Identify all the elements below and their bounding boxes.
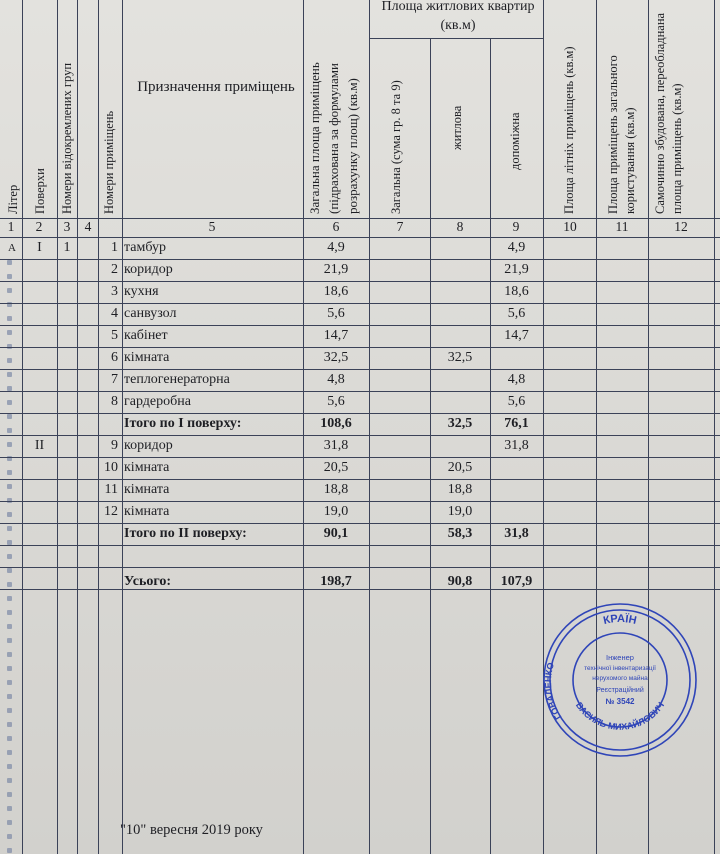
cell-num: 7 [111, 372, 118, 387]
cell-aux: 5,6 [507, 306, 526, 321]
cell-total: 4,8 [327, 372, 345, 387]
cell-name: кімната [124, 504, 170, 519]
stamp-top-text: КРАЇН [602, 612, 638, 628]
cell-living: 32,5 [447, 350, 473, 365]
cell-num: 3 [111, 284, 118, 299]
cell-name: кабінет [124, 328, 168, 343]
column-number: 3 [63, 219, 71, 234]
header-room-numbers: Номери приміщень [102, 110, 116, 214]
cell-name: теплогенераторна [124, 372, 230, 387]
cell-num: 12 [104, 504, 118, 519]
cell-aux: 18,6 [504, 284, 529, 299]
cell-aux: 31,8 [504, 526, 529, 541]
header-auxiliary: допоміжна [508, 112, 522, 170]
cell-floor: II [34, 438, 45, 453]
cell-name: Ітого по II поверху: [124, 526, 247, 541]
cell-name: санвузол [124, 306, 177, 321]
column-number: 2 [35, 219, 43, 234]
stamp-line-5: № 3542 [605, 697, 635, 706]
header-floors: Поверхи [33, 168, 47, 214]
official-stamp [540, 600, 700, 760]
column-number: 11 [615, 219, 629, 234]
column-number: 1 [7, 219, 15, 234]
column-number: 12 [674, 219, 688, 234]
cell-name: кухня [124, 284, 159, 299]
cell-name: кімната [124, 460, 170, 475]
cell-num: 6 [111, 350, 118, 365]
cell-num: 9 [111, 438, 118, 453]
cell-total: 5,6 [327, 394, 345, 409]
column-number: 6 [332, 219, 340, 234]
cell-total: 21,9 [323, 262, 349, 277]
cell-name: коридор [124, 438, 173, 453]
stamp-left-text: ГОВАЛЕНКО [543, 661, 564, 722]
cell-name: кімната [124, 482, 170, 497]
cell-aux: 76,1 [504, 416, 529, 431]
header-apartments-title: Площа житлових квартир (кв.м) [381, 0, 535, 33]
cell-name: Ітого по I поверху: [124, 416, 242, 431]
cell-aux: 14,7 [504, 328, 529, 343]
cell-aux: 31,8 [504, 438, 529, 453]
header-total-area: Загальна площа приміщень (підрахована за формулами розрахунку площ) (кв.м) [307, 62, 360, 214]
cell-total: 31,8 [323, 438, 349, 453]
cell-num: 11 [104, 482, 118, 497]
cell-total: 32,5 [323, 350, 349, 365]
cell-name: тамбур [124, 240, 166, 255]
cell-group: 1 [63, 240, 71, 255]
cell-name: гардеробна [124, 394, 191, 409]
column-number: 8 [456, 219, 464, 234]
cell-name: кімната [124, 350, 170, 365]
cell-total: 4,9 [327, 240, 345, 255]
column-number: 5 [208, 219, 216, 234]
column-number: 4 [84, 219, 92, 234]
cell-total: 18,8 [323, 482, 349, 497]
cell-name: Усього: [124, 574, 172, 589]
column-number: 10 [563, 219, 577, 234]
header-illegal: Самочинно збудована, переобладнана площа приміщень (кв.м) [653, 12, 684, 214]
cell-aux: 21,9 [504, 262, 529, 277]
stamp-bottom-text: ВАСИЛЬ МИХАЙЛОВИЧ [573, 700, 667, 732]
cell-total: 19,0 [323, 504, 349, 519]
header-apt-total: Загальна (сума гр. 8 та 9) [389, 80, 403, 214]
cell-aux: 4,8 [507, 372, 526, 387]
cell-aux: 5,6 [507, 394, 526, 409]
cell-living: 32,5 [447, 416, 473, 431]
cell-total: 14,7 [323, 328, 349, 343]
column-number: 7 [396, 219, 404, 234]
cell-name: коридор [124, 262, 173, 277]
cell-total: 198,7 [320, 574, 352, 589]
header-purpose: Призначення приміщень [137, 79, 295, 95]
cell-aux: 4,9 [507, 240, 526, 255]
cell-living: 20,5 [447, 460, 473, 475]
header-summer: Площа літніх приміщень (кв.м) [562, 46, 576, 214]
cell-num: 2 [111, 262, 118, 277]
cell-total: 5,6 [327, 306, 345, 321]
header-liter: Літер [6, 184, 20, 214]
cell-total: 18,6 [323, 284, 349, 299]
cell-floor: I [37, 240, 42, 255]
cell-liter: А [8, 242, 16, 254]
column-number: 9 [512, 219, 520, 234]
stamp-line-2: технічної інвентаризації [584, 665, 656, 672]
header-living: житлова [450, 105, 464, 150]
stamp-line-1: Інженер [606, 653, 634, 662]
header-group-numbers: Номери відокремлених груп [60, 62, 74, 214]
stamp-line-3: нерухомого майна [592, 675, 648, 682]
cell-total: 90,1 [323, 526, 349, 541]
cell-total: 108,6 [320, 416, 352, 431]
cell-living: 58,3 [447, 526, 473, 541]
cell-num: 8 [111, 394, 118, 409]
cell-total: 20,5 [323, 460, 349, 475]
cell-num: 4 [111, 306, 118, 321]
cell-living: 19,0 [447, 504, 473, 519]
cell-num: 5 [111, 328, 118, 343]
stamp-line-4: Реєстраційний [596, 687, 644, 694]
cell-num: 1 [111, 240, 118, 255]
cell-living: 18,8 [447, 482, 473, 497]
signature-date: "10" вересня 2019 року [120, 822, 263, 838]
cell-living: 90,8 [447, 574, 473, 589]
header-common: Площа приміщень загального користування (кв.м) [606, 55, 637, 214]
cell-num: 10 [104, 460, 118, 475]
cell-aux: 107,9 [500, 574, 533, 589]
